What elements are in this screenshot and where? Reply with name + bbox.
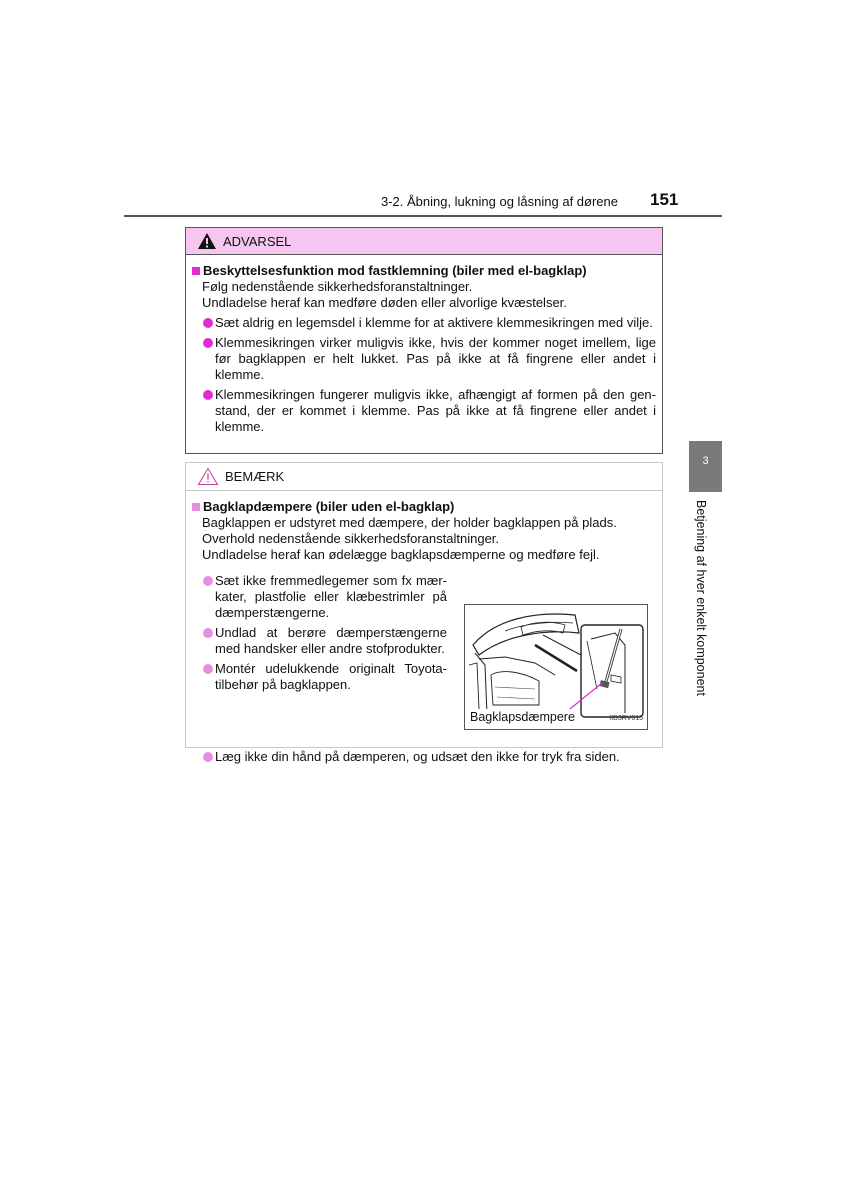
- bullet-dot-icon: [203, 390, 213, 400]
- warning-triangle-icon: [197, 232, 217, 250]
- bullet-dot-icon: [203, 576, 213, 586]
- note-intro-line: Bagklappen er udstyret med dæmpere, der holder bagklappen på plads.: [202, 515, 617, 530]
- note-intro-line: Overhold nedenstående sikkerhedsforanstaltninger.: [202, 531, 500, 546]
- note-bullets-column: [191, 569, 447, 697]
- list-item: Klemmesikringen fungerer muligvis ikke, afhængigt af formen på den gen-stand, der er kommet i klemme. Pas på ikke at få fingrene eller andet i klemme.: [191, 387, 656, 435]
- bullet-dot-icon: [203, 628, 213, 638]
- chapter-tab-number: 3: [702, 455, 709, 467]
- bullet-dot-icon: [203, 664, 213, 674]
- note-box: [185, 462, 663, 764]
- bullet-dot-icon: [203, 318, 213, 328]
- note-bullet-list: [191, 573, 447, 693]
- list-item: Klemmesikringen virker muligvis ikke, hvis der kommer noget imellem, lige før bagklappen er helt lukket. Pas på ikke at få fingrene eller andet i klemme.: [191, 335, 656, 383]
- list-item: Undlad at berøre dæmperstængerne med handsker eller andre stofprodukter.: [191, 625, 447, 657]
- illustration-label: Bagklapsdæmpere: [470, 710, 575, 724]
- note-intro-line: Undladelse heraf kan ødelægge bagklapsdæmperne og medføre fejl.: [202, 547, 600, 562]
- warning-bullet-list: [191, 315, 656, 435]
- warning-box: [185, 227, 663, 454]
- page-number: 151: [650, 190, 679, 209]
- bullet-dot-icon: [203, 752, 213, 762]
- chapter-side-label: Betjening af hver enkelt komponent: [694, 500, 708, 696]
- warning-intro-line: Følg nedenstående sikkerhedsforanstaltninger.: [202, 279, 473, 294]
- warning-header: [186, 228, 662, 255]
- list-item: Montér udelukkende originalt Toyota-tilbehør på bagklappen.: [191, 661, 447, 693]
- caution-triangle-icon: [197, 467, 219, 486]
- section-title: 3-2. Åbning, lukning og låsning af dørene: [380, 194, 618, 209]
- chapter-tab: [689, 441, 722, 492]
- header-divider: [124, 215, 722, 217]
- warning-title: ADVARSEL: [223, 233, 292, 249]
- square-bullet-icon: [192, 267, 200, 275]
- note-title: BEMÆRK: [225, 469, 285, 484]
- bullet-dot-icon: [203, 338, 213, 348]
- warning-body: [186, 255, 662, 435]
- warning-subheading: Beskyttelsesfunktion mod fastklemning (biler med el-bagklap): [191, 263, 656, 279]
- note-header: [186, 463, 662, 491]
- warning-intro-line: Undladelse heraf kan medføre døden eller alvorlige kvæstelser.: [202, 295, 567, 310]
- note-subheading: Bagklapdæmpere (biler uden el-bagklap): [191, 499, 656, 515]
- list-item: Sæt aldrig en legemsdel i klemme for at aktivere klemmesikringen med vilje.: [191, 315, 656, 331]
- note-body: [186, 491, 662, 764]
- list-item: Sæt ikke fremmedlegemer som fx mær-kater, plastfolie eller klæbestrimler på dæmperstængerne.: [191, 573, 447, 621]
- note-final-bullet: [191, 749, 656, 769]
- list-item: Læg ikke din hånd på dæmperen, og udsæt den ikke for tryk fra siden.: [191, 749, 656, 765]
- tailgate-damper-illustration: [464, 604, 648, 730]
- square-bullet-icon: [192, 503, 200, 511]
- illustration-code: IIB3RV015: [609, 715, 643, 722]
